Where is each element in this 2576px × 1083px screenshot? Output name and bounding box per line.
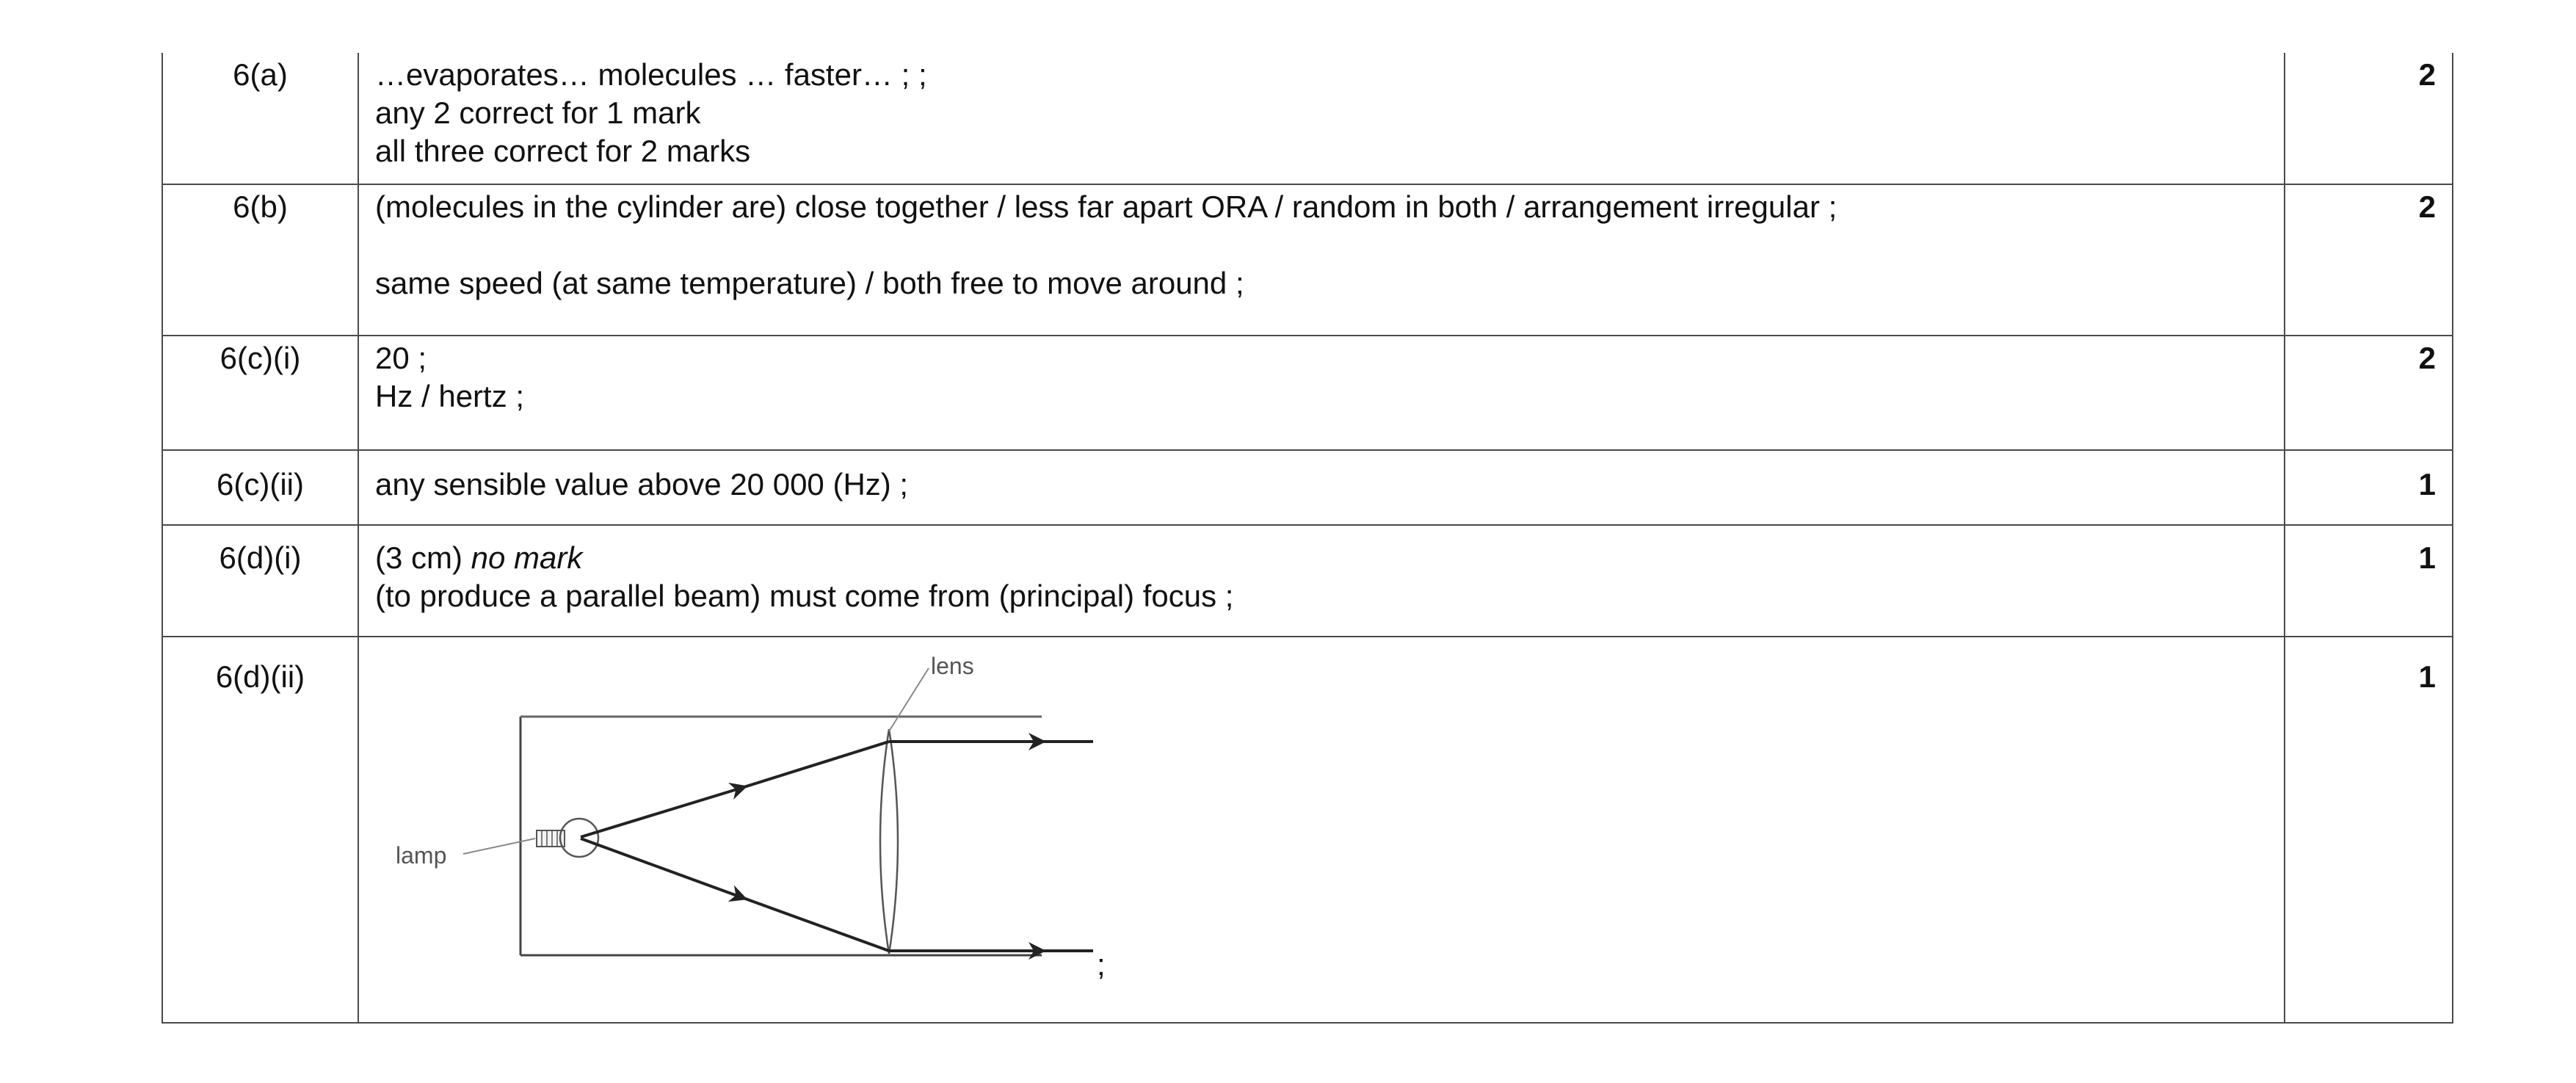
marks-cell	[2285, 336, 2453, 450]
answer-line: any 2 correct for 1 mark	[375, 95, 701, 130]
lamp-icon	[537, 819, 598, 857]
answer-cell	[358, 525, 2285, 637]
question-cell	[162, 525, 358, 637]
mark-scheme-table	[162, 53, 2453, 1024]
answer-cell	[358, 637, 2285, 1023]
lamp-label: lamp	[396, 842, 447, 869]
answer-line: (molecules in the cylinder are) close together / less far apart ORA / random in both / arrangement irregular ;	[375, 189, 1837, 224]
marks-value: 1	[2418, 467, 2436, 501]
question-cell	[162, 53, 358, 184]
table-row	[162, 53, 2453, 184]
answer-prefix: (3 cm)	[375, 540, 471, 575]
answer-line: …evaporates… molecules … faster… ; ;	[375, 57, 927, 92]
question-number: 6(b)	[233, 189, 288, 224]
question-number: 6(c)(i)	[219, 341, 301, 375]
answer-line: 20 ;	[375, 341, 427, 375]
answer-italic-note: no mark	[471, 540, 583, 575]
marks-value: 1	[2418, 540, 2436, 575]
answer-terminator: ;	[1097, 947, 1106, 982]
lens-diagram	[375, 637, 1183, 1004]
table-row	[162, 637, 2453, 1023]
table-row	[162, 336, 2453, 450]
question-number: 6(a)	[233, 57, 288, 92]
question-number: 6(d)(i)	[219, 540, 302, 575]
marks-value: 2	[2418, 189, 2436, 224]
answer-cell	[358, 53, 2285, 184]
marks-value: 2	[2418, 341, 2436, 375]
question-cell	[162, 336, 358, 450]
table-row	[162, 184, 2453, 336]
answer-line: any sensible value above 20 000 (Hz) ;	[375, 467, 909, 501]
question-number: 6(c)(ii)	[217, 467, 304, 501]
answer-line: same speed (at same temperature) / both free to move around ;	[375, 266, 1244, 300]
answer-line: all three correct for 2 marks	[375, 134, 751, 168]
question-cell	[162, 637, 358, 1023]
answer-line: (to produce a parallel beam) must come from (principal) focus ;	[375, 579, 1234, 613]
marks-cell	[2285, 525, 2453, 637]
answer-line: Hz / hertz ;	[375, 379, 525, 413]
marks-cell	[2285, 450, 2453, 525]
table-row	[162, 525, 2453, 637]
lens-shape	[880, 729, 889, 954]
answer-line	[375, 539, 2284, 577]
lens-label: lens	[931, 653, 974, 679]
marks-cell	[2285, 184, 2453, 336]
marks-value: 2	[2418, 57, 2436, 92]
question-cell	[162, 450, 358, 525]
table-row	[162, 450, 2453, 525]
marks-value: 1	[2418, 659, 2436, 694]
lens-diagram-svg	[375, 637, 1183, 1004]
answer-cell	[358, 336, 2285, 450]
answer-cell	[358, 450, 2285, 525]
answer-cell	[358, 184, 2285, 336]
question-number: 6(d)(ii)	[215, 659, 305, 694]
marks-cell	[2285, 53, 2453, 184]
question-cell	[162, 184, 358, 336]
line-gap	[375, 226, 2284, 264]
marks-cell	[2285, 637, 2453, 1023]
